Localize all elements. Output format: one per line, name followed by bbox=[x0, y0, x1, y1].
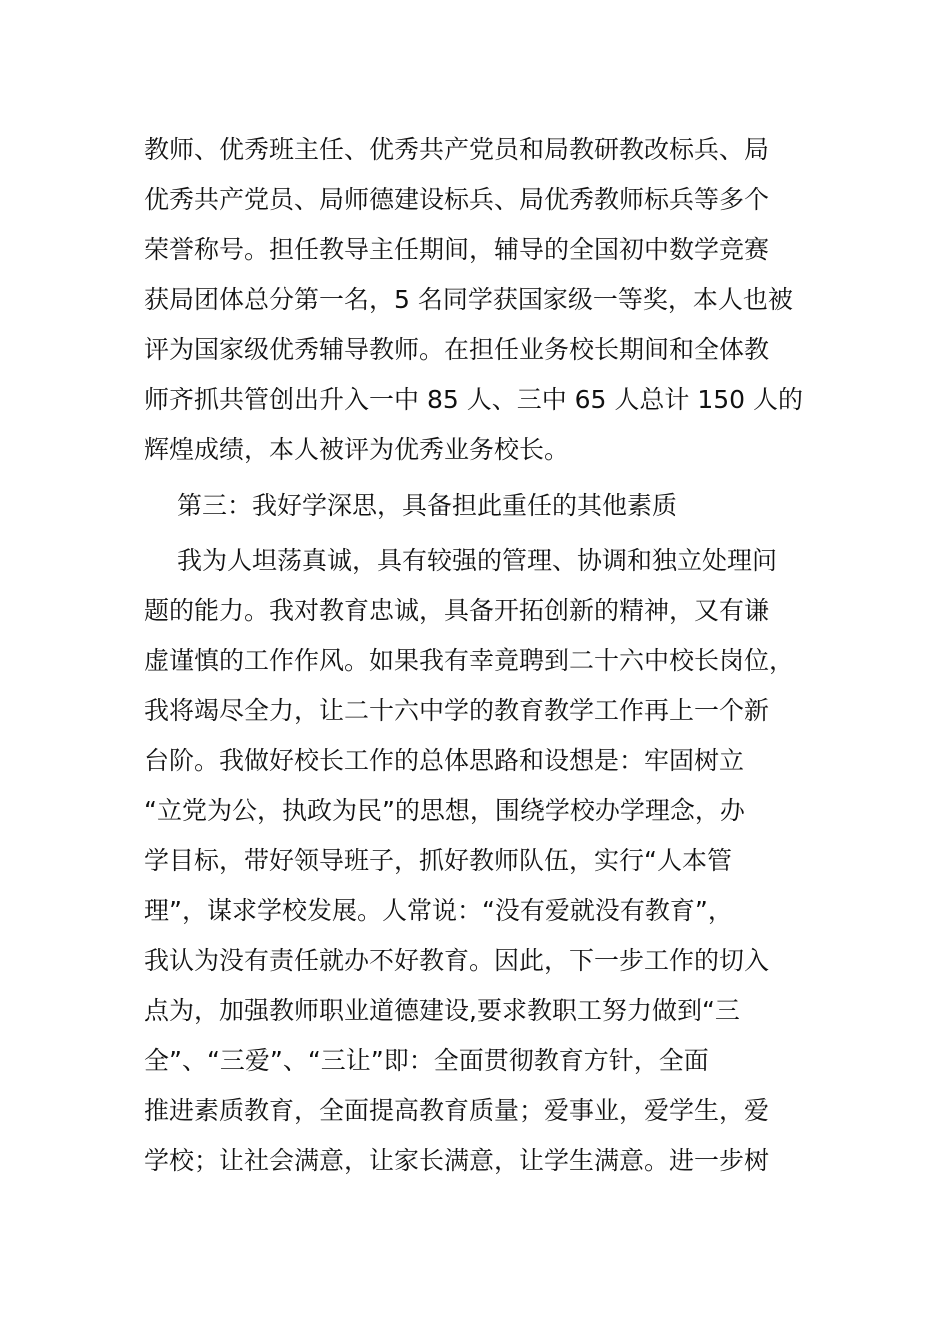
body-text-line: 学目标，带好领导班子，抓好教师队伍，实行“人本管 bbox=[144, 846, 732, 875]
body-text-line: “立党为公，执政为民”的思想，围绕学校办学理念，办 bbox=[144, 796, 745, 825]
body-text-line: 荣誉称号。担任教导主任期间，辅导的全国初中数学竞赛 bbox=[144, 235, 770, 264]
body-text-line: 题的能力。我对教育忠诚，具备开拓创新的精神，又有谦 bbox=[144, 596, 770, 625]
body-text-line: 优秀共产党员、局师德建设标兵、局优秀教师标兵等多个 bbox=[144, 185, 770, 214]
body-text-line: 学校；让社会满意，让家长满意，让学生满意。进一步树 bbox=[144, 1146, 770, 1175]
body-text-line: 全”、“三爱”、“三让”即：全面贯彻教育方针，全面 bbox=[144, 1046, 709, 1075]
body-text-line: 我认为没有责任就办不好教育。因此，下一步工作的切入 bbox=[144, 946, 770, 975]
body-text-line: 获局团体总分第一名，5 名同学获国家级一等奖，本人也被 bbox=[144, 285, 793, 314]
body-text-line: 虚谨慎的工作作风。如果我有幸竟聘到二十六中校长岗位， bbox=[144, 646, 795, 675]
body-text-line: 我将竭尽全力，让二十六中学的教育教学工作再上一个新 bbox=[144, 696, 770, 725]
body-text-line: 点为，加强教师职业道德建设,要求教职工努力做到“三 bbox=[144, 996, 740, 1025]
body-text-line: 推进素质教育，全面提高教育质量；爱事业，爱学生，爱 bbox=[144, 1096, 770, 1125]
body-text-line: 师齐抓共管创出升入一中 85 人、三中 65 人总计 150 人的 bbox=[144, 385, 804, 414]
body-text-line: 理”，谋求学校发展。人常说：“没有爱就没有教育”， bbox=[144, 896, 733, 925]
body-text-line: 评为国家级优秀辅导教师。在担任业务校长期间和全体教 bbox=[144, 335, 770, 364]
body-text-line: 教师、优秀班主任、优秀共产党员和局教研教改标兵、局 bbox=[144, 135, 770, 164]
section-heading: 第三：我好学深思，具备担此重任的其他素质 bbox=[177, 491, 678, 520]
paragraph-first-line: 我为人坦荡真诚，具有较强的管理、协调和独立处理问 bbox=[177, 546, 778, 575]
body-text-line: 台阶。我做好校长工作的总体思路和设想是：牢固树立 bbox=[144, 746, 745, 775]
body-text-line: 辉煌成绩，本人被评为优秀业务校长。 bbox=[144, 435, 570, 464]
